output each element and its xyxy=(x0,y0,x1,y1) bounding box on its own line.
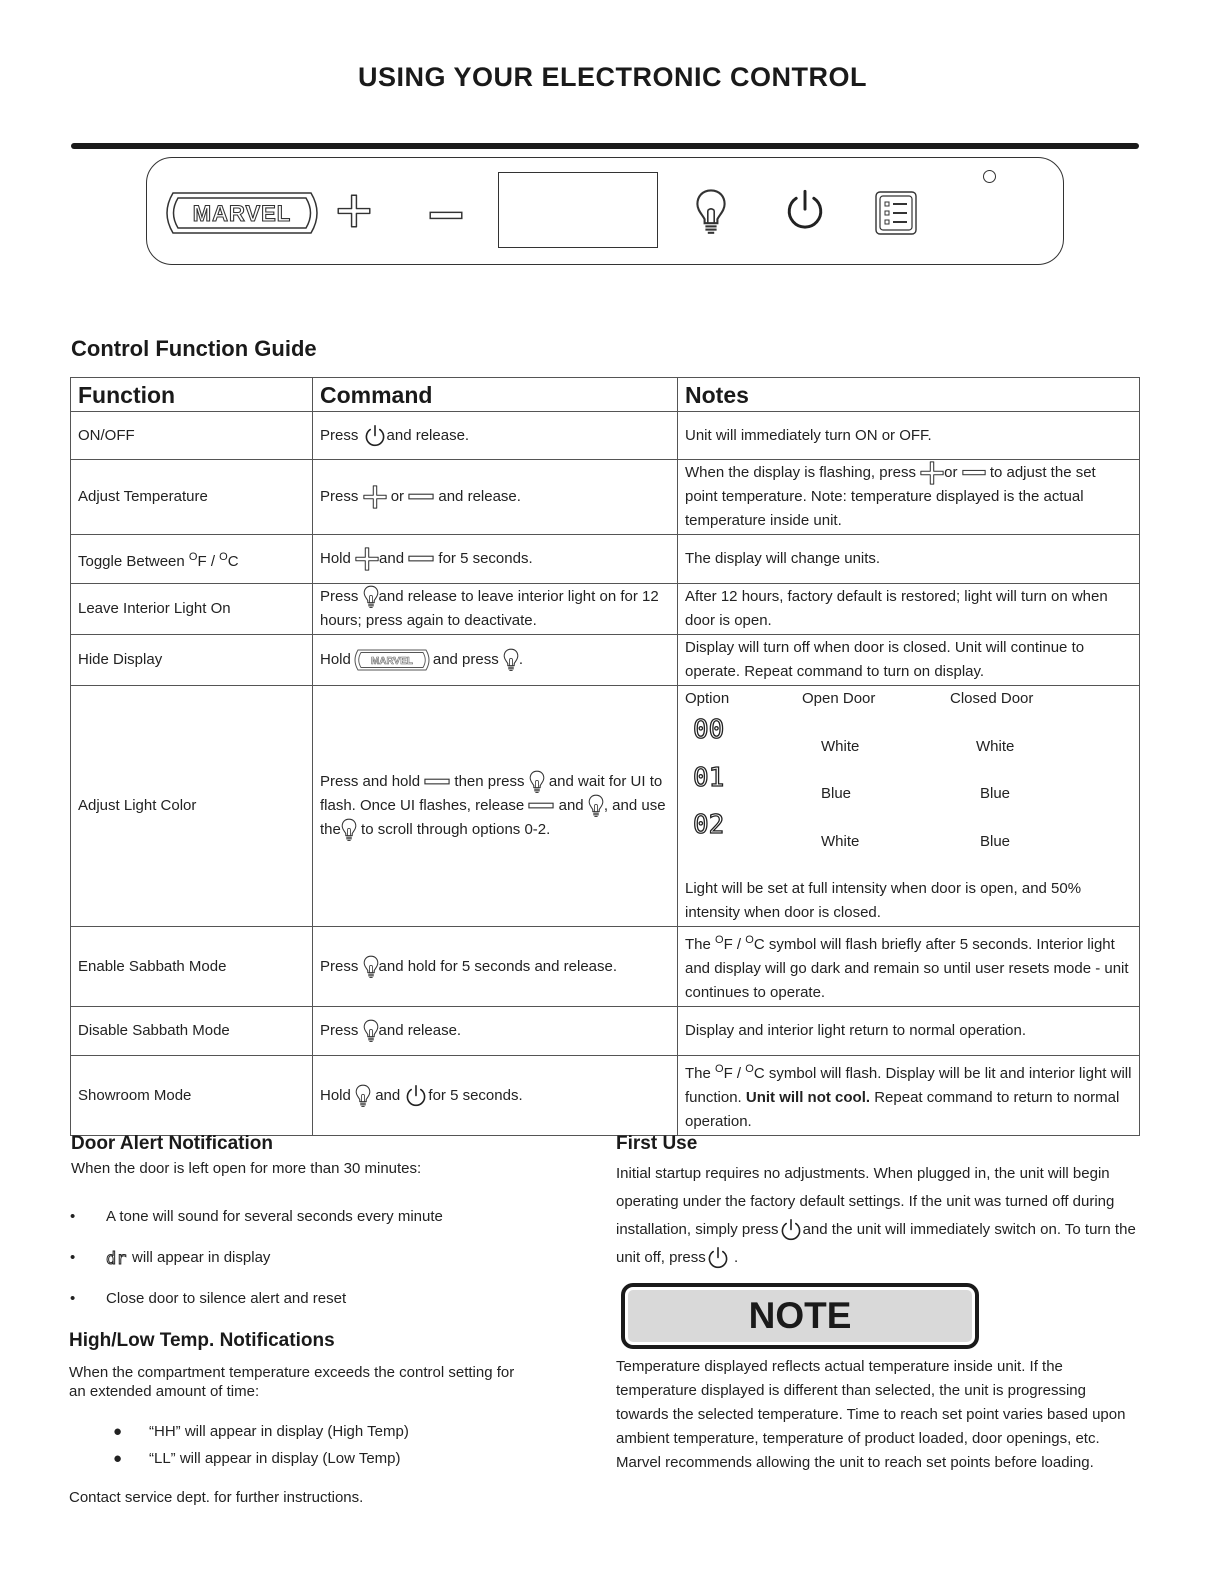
notes-cell xyxy=(678,1056,1140,1136)
function-text: Toggle Between xyxy=(78,552,185,570)
degree-symbol: O xyxy=(219,550,228,563)
command-text: Press xyxy=(320,957,359,975)
power-icon xyxy=(706,1245,730,1271)
minus-icon xyxy=(408,493,434,501)
minus-icon xyxy=(424,778,450,786)
column-header: Function xyxy=(71,378,313,412)
list-item-text: Close door to silence alert and reset xyxy=(106,1290,347,1308)
command-text: and press xyxy=(432,651,499,669)
note-banner: NOTE xyxy=(621,1283,979,1349)
power-icon xyxy=(404,1083,428,1109)
note-text: Temperature displayed reflects actual temperature inside unit. If the temperature displayed is different than selected, the unit is progressing towards the selected temperature. Time to reach set point varies based upon ambient temperature, temperature of product loaded, door openings, etc. Marvel recommends allowing the unit to reach set points before loading. xyxy=(616,1358,1126,1471)
plus-button-icon xyxy=(337,194,371,233)
bulb-icon xyxy=(588,794,604,818)
command-cell xyxy=(313,535,678,584)
notes-cell xyxy=(678,460,1140,535)
list-item-text: “LL” will appear in display (Low Temp) xyxy=(149,1450,401,1467)
notes-text: Repeat command to return to normal operation. xyxy=(685,1089,1120,1131)
indicator-led xyxy=(983,170,996,183)
minus-icon xyxy=(408,555,434,563)
list-item xyxy=(113,1445,409,1472)
command-text: and xyxy=(379,550,405,568)
function-cell: Adjust Light Color xyxy=(71,686,313,927)
command-text: and hold for 5 seconds and release. xyxy=(378,957,618,975)
command-text: Press and hold xyxy=(320,772,421,790)
plus-icon xyxy=(363,485,387,509)
notes-cell xyxy=(678,686,1140,927)
bulb-icon xyxy=(363,1019,379,1043)
power-icon xyxy=(783,188,827,237)
table-row xyxy=(71,460,1140,535)
degree-symbol: O xyxy=(745,934,754,947)
function-cell: Leave Interior Light On xyxy=(71,584,313,635)
door-alert-heading: Door Alert Notification xyxy=(71,1133,273,1154)
degree-symbol: O xyxy=(715,934,724,947)
command-text: , xyxy=(603,797,608,815)
function-cell: Disable Sabbath Mode xyxy=(71,1007,313,1056)
contact-service-text: Contact service dept. for further instructions. xyxy=(69,1489,364,1506)
option-open-door: Blue xyxy=(821,785,852,803)
option-code-02 xyxy=(693,811,733,839)
notes-text: F / xyxy=(723,1065,742,1083)
command-cell xyxy=(313,460,678,535)
control-panel-diagram xyxy=(146,157,1064,265)
function-cell: Hide Display xyxy=(71,635,313,686)
command-text: to scroll through options 0-2. xyxy=(361,821,551,839)
notes-cell xyxy=(678,927,1140,1007)
command-text: and release to leave interior light on for 12 hours; press again to deactivate. xyxy=(320,588,659,630)
table-row xyxy=(71,927,1140,1007)
degree-symbol: O xyxy=(188,550,198,563)
command-text: and xyxy=(375,1086,401,1104)
command-text: for 5 seconds. xyxy=(428,1086,523,1104)
option-open-door: White xyxy=(821,738,860,756)
table-row xyxy=(71,412,1140,460)
light-color-options xyxy=(685,687,1132,925)
light-intensity-note: Light will be set at full intensity when door is open, and 50% intensity when door is closed. xyxy=(685,880,1082,922)
function-cell: ON/OFF xyxy=(71,412,313,460)
power-icon xyxy=(363,423,387,449)
bulb-icon xyxy=(363,955,379,979)
command-cell xyxy=(313,1007,678,1056)
command-text: Press xyxy=(320,1022,359,1040)
option-header: Open Door xyxy=(802,690,876,708)
bullet: ● xyxy=(113,1423,123,1440)
table-row xyxy=(71,535,1140,584)
table-row xyxy=(71,686,1140,927)
notes-text: F / xyxy=(723,936,742,954)
dr-display-code xyxy=(106,1248,132,1268)
bullet: • xyxy=(70,1249,76,1266)
command-text: Press xyxy=(320,588,359,606)
bullet: • xyxy=(70,1208,76,1225)
minus-icon xyxy=(528,802,554,810)
degree-symbol: O xyxy=(745,1063,754,1076)
command-text: and release. xyxy=(386,426,470,444)
list-item-text: will appear in display xyxy=(132,1249,271,1266)
menu-icon xyxy=(875,191,917,240)
bullet: • xyxy=(70,1290,76,1308)
list-item xyxy=(70,1289,443,1309)
option-code-01 xyxy=(693,764,733,792)
dr-code-text: dr xyxy=(106,1249,127,1269)
command-cell xyxy=(313,412,678,460)
table-row xyxy=(71,1007,1140,1056)
notes-bold-text: Unit will not cool. xyxy=(745,1089,871,1107)
command-text: and release. xyxy=(438,488,521,505)
notes-cell: Unit will immediately turn ON or OFF. xyxy=(678,412,1140,460)
section-heading: Control Function Guide xyxy=(71,336,317,361)
option-closed-door: Blue xyxy=(980,785,1011,803)
notes-text: C symbol will flash briefly after 5 seconds. Interior light and display will go dark and remain so until user resets mode - unit continues to operate. xyxy=(685,936,1129,1002)
command-text: . xyxy=(518,651,524,669)
display-window xyxy=(498,172,658,248)
temp-notifications-intro: When the compartment temperature exceeds the control setting for an extended amount of time: xyxy=(69,1364,515,1400)
first-use-text-part: and the unit will immediately switch on. To turn the unit off, press xyxy=(616,1221,1136,1266)
notes-cell: Display and interior light return to normal operation. xyxy=(678,1007,1140,1056)
list-item-text: “HH” will appear in display (High Temp) xyxy=(149,1423,409,1440)
notes-cell: Display will turn off when door is closed. Unit will continue to operate. Repeat command to turn on display. xyxy=(678,635,1140,686)
bulb-icon xyxy=(529,770,545,794)
bulb-icon xyxy=(503,648,519,672)
marvel-logo xyxy=(159,190,325,241)
option-header: Closed Door xyxy=(950,690,1034,708)
page-title: USING YOUR ELECTRONIC CONTROL xyxy=(357,62,868,92)
function-cell: Showroom Mode xyxy=(71,1056,313,1136)
table-header-row xyxy=(71,378,1140,412)
list-item xyxy=(113,1418,409,1445)
list-item-text: A tone will sound for several seconds every minute xyxy=(106,1208,443,1225)
command-text: Hold xyxy=(320,1086,351,1104)
column-header: Command xyxy=(313,378,678,412)
function-cell xyxy=(71,535,313,584)
list-item xyxy=(70,1248,443,1268)
command-cell xyxy=(313,635,678,686)
command-text: Press xyxy=(320,488,359,505)
table-row xyxy=(71,1056,1140,1136)
notes-cell: The display will change units. xyxy=(678,535,1140,584)
notes-text: When the display is flashing, press xyxy=(685,464,916,481)
option-header: Option xyxy=(685,690,730,708)
plus-icon xyxy=(920,461,944,485)
marvel-logo-text: MARVEL xyxy=(370,656,413,668)
minus-icon xyxy=(962,469,986,477)
notes-text: The xyxy=(685,936,711,954)
command-text: and release. xyxy=(378,1022,462,1040)
first-use-text xyxy=(616,1160,1141,1272)
command-cell xyxy=(313,1056,678,1136)
degree-symbol: O xyxy=(715,1063,724,1076)
power-icon xyxy=(779,1217,803,1243)
control-function-table xyxy=(70,377,1140,1136)
command-cell xyxy=(313,686,678,927)
table-row xyxy=(71,584,1140,635)
command-text: and use the xyxy=(320,797,666,839)
first-use-heading: First Use xyxy=(616,1133,698,1154)
option-code-text: 01 xyxy=(693,764,725,793)
list-item xyxy=(70,1207,443,1227)
command-text: Hold xyxy=(320,651,351,669)
option-code-text: 00 xyxy=(693,716,725,745)
option-code-00 xyxy=(693,716,733,744)
function-cell: Enable Sabbath Mode xyxy=(71,927,313,1007)
bulb-icon xyxy=(363,585,379,609)
command-text: or xyxy=(390,488,405,505)
title-divider xyxy=(71,143,1139,149)
command-text: and wait for UI to flash. Once UI flashes, release xyxy=(320,772,663,815)
option-open-door: White xyxy=(821,833,860,851)
option-code-text: 02 xyxy=(693,811,725,840)
column-header: Notes xyxy=(678,378,1140,412)
function-text: C xyxy=(227,552,239,570)
plus-icon xyxy=(355,547,379,571)
command-text: Press xyxy=(320,426,359,444)
function-cell: Adjust Temperature xyxy=(71,460,313,535)
minus-button-icon xyxy=(429,208,463,226)
option-closed-door: Blue xyxy=(980,833,1011,851)
bulb-icon xyxy=(695,188,727,241)
door-alert-list xyxy=(70,1207,443,1309)
command-cell xyxy=(313,584,678,635)
notes-text: or xyxy=(944,464,958,481)
door-alert-intro: When the door is left open for more than 30 minutes: xyxy=(71,1160,422,1177)
command-text: for 5 seconds. xyxy=(438,550,533,568)
notes-text: C symbol will flash. Display will be lit and interior light will function. xyxy=(685,1065,1132,1107)
temp-notifications-heading: High/Low Temp. Notifications xyxy=(69,1330,335,1351)
table-row xyxy=(71,635,1140,686)
bullet: ● xyxy=(113,1450,123,1467)
command-text: Hold xyxy=(320,550,351,568)
first-use-text-part: Initial startup requires no adjustments. When plugged in, the unit will begin operating under the factory default settings. If the unit was turned off during installation, simply press xyxy=(616,1165,1115,1238)
command-cell xyxy=(313,927,678,1007)
option-closed-door: White xyxy=(976,738,1015,756)
bulb-icon xyxy=(341,818,357,842)
notes-text: to adjust the set point temperature. Note: temperature displayed is the actual temperature inside unit. xyxy=(685,464,1096,530)
first-use-text-part: . xyxy=(733,1249,739,1266)
command-text: then press xyxy=(454,772,525,790)
marvel-logo-icon xyxy=(351,648,433,672)
function-text: F / xyxy=(197,552,215,570)
temp-notifications-list xyxy=(113,1418,409,1472)
notes-cell: After 12 hours, factory default is restored; light will turn on when door is open. xyxy=(678,584,1140,635)
marvel-logo-text: MARVEL xyxy=(192,201,292,226)
bulb-icon xyxy=(355,1084,371,1108)
command-text: and xyxy=(558,797,584,815)
notes-text: The xyxy=(685,1065,711,1083)
